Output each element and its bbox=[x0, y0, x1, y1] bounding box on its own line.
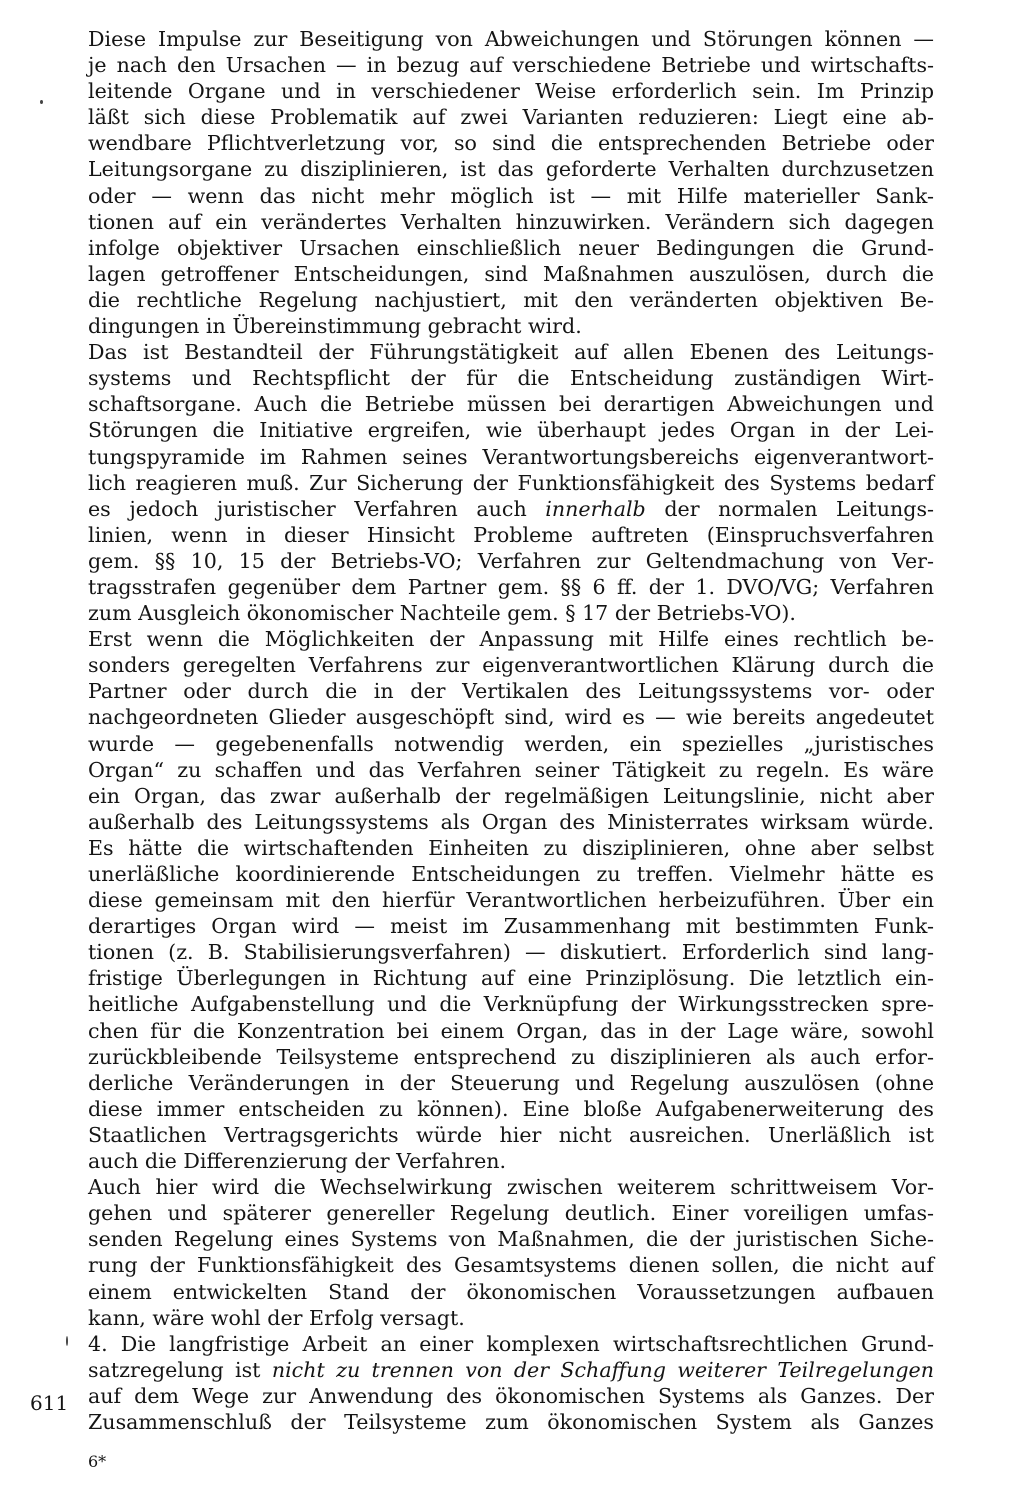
body-text bbox=[88, 26, 934, 1435]
text-line: dingungen in Übereinstimmung gebracht wird. bbox=[88, 314, 582, 339]
sheet-signature: 6* bbox=[88, 1452, 107, 1471]
text-line: rung der Funktionsfähigkeit des Gesamtsystems dienen sollen, die nicht auf bbox=[88, 1253, 934, 1278]
text-line: Das ist Bestandteil der Führungstätigkeit auf allen Ebenen des Leitungs- bbox=[88, 340, 934, 365]
text-line: zum Ausgleich ökonomischer Nachteile gem. § 17 der Betriebs-VO). bbox=[88, 601, 796, 626]
text-line: derartiges Organ wird — meist im Zusammenhang mit bestimmten Funk- bbox=[88, 914, 934, 939]
text-line: außerhalb des Leitungssystems als Organ des Ministerrates wirksam würde. bbox=[88, 809, 934, 834]
text-line: systems und Rechtspflicht der für die Entscheidung zuständigen Wirt- bbox=[88, 366, 934, 391]
text-line: infolge objektiver Ursachen einschließlich neuer Bedingungen die Grund- bbox=[88, 235, 934, 260]
text-line: einem entwickelten Stand der ökonomischen Voraussetzungen aufbauen bbox=[88, 1279, 934, 1304]
text-line: Störungen die Initiative ergreifen, wie überhaupt jedes Organ in der Lei- bbox=[88, 418, 934, 443]
text-line: linien, wenn in dieser Hinsicht Probleme auftreten (Einspruchsverfahren bbox=[88, 522, 934, 547]
text-line: schaftsorgane. Auch die Betriebe müssen bei derartigen Abweichungen und bbox=[88, 392, 934, 417]
text-line: kann, wäre wohl der Erfolg versagt. bbox=[88, 1305, 465, 1330]
text-line: 4. Die langfristige Arbeit an einer komplexen wirtschaftsrechtlichen Grund- bbox=[88, 1331, 934, 1356]
scan-speck bbox=[40, 100, 43, 104]
text-line: senden Regelung eines Systems von Maßnahmen, die der juristischen Siche- bbox=[88, 1227, 934, 1252]
text-line: leitende Organe und in verschiedener Weise erforderlich sein. Im Prinzip bbox=[88, 79, 934, 104]
text-line: lagen getroffener Entscheidungen, sind Maßnahmen auszulösen, durch die bbox=[88, 261, 934, 286]
emphasis: nicht zu trennen von der Schaffung weiterer Teilregelungen bbox=[271, 1357, 934, 1382]
paragraph bbox=[88, 1174, 934, 1331]
text-line: gehen und späterer genereller Regelung deutlich. Einer voreiligen umfas- bbox=[88, 1201, 934, 1226]
text-line: diese gemeinsam mit den hierfür Verantwortlichen herbeizuführen. Über ein bbox=[88, 888, 934, 913]
text-line: heitliche Aufgabenstellung und die Verknüpfung der Wirkungsstrecken spre- bbox=[88, 992, 934, 1017]
text-line: auch die Differenzierung der Verfahren. bbox=[88, 1149, 507, 1174]
text-line: Diese Impulse zur Beseitigung von Abweichungen und Störungen können — bbox=[88, 27, 934, 51]
text-line: Staatlichen Vertragsgerichts würde hier nicht ausreichen. Unerläßlich ist bbox=[88, 1122, 934, 1147]
scan-speck bbox=[66, 1336, 68, 1346]
text-line: wurde — gegebenenfalls notwendig werden, ein spezielles „juristisches bbox=[88, 731, 934, 756]
text-line: ein Organ, das zwar außerhalb der regelmäßigen Leitungslinie, nicht aber bbox=[88, 783, 934, 808]
text-line: fristige Überlegungen in Richtung auf eine Prinziplösung. Die letztlich ein- bbox=[88, 966, 934, 991]
text-line: tionen (z. B. Stabilisierungsverfahren) — diskutiert. Erforderlich sind lang- bbox=[88, 940, 934, 965]
text-line: Auch hier wird die Wechselwirkung zwischen weiterem schrittweisem Vor- bbox=[88, 1175, 934, 1200]
text-line: oder — wenn das nicht mehr möglich ist — mit Hilfe materieller Sank- bbox=[88, 183, 934, 208]
margin-page-number: 611 bbox=[30, 1391, 69, 1415]
text-line: tungspyramide im Rahmen seines Verantwortungsbereichs eigenverantwort- bbox=[88, 444, 934, 469]
paragraph bbox=[88, 26, 934, 339]
paragraph bbox=[88, 339, 934, 626]
text-line: Es hätte die wirtschaftenden Einheiten zu disziplinieren, ohne aber selbst bbox=[88, 835, 934, 860]
text-line: wendbare Pflichtverletzung vor, so sind die entsprechenden Betriebe oder bbox=[88, 131, 934, 156]
text-line: Zusammenschluß der Teilsysteme zum ökonomischen System als Ganzes bbox=[88, 1409, 934, 1434]
text-line: tragsstrafen gegenüber dem Partner gem. §§ 6 ff. der 1. DVO/VG; Verfahren bbox=[88, 574, 934, 599]
text-line: sonders geregelten Verfahrens zur eigenverantwortlichen Klärung durch die bbox=[88, 653, 934, 678]
text-line: unerläßliche koordinierende Entscheidungen zu treffen. Vielmehr hätte es bbox=[88, 862, 934, 886]
text-line: diese immer entscheiden zu können). Eine bloße Aufgabenerweiterung des bbox=[88, 1096, 934, 1121]
text-line: die rechtliche Regelung nachjustiert, mit den veränderten objektiven Be- bbox=[88, 287, 934, 312]
text-line: Leitungsorgane zu disziplinieren, ist das geforderte Verhalten durchzusetzen bbox=[88, 157, 934, 182]
text-line: auf dem Wege zur Anwendung des ökonomischen Systems als Ganzes. Der bbox=[88, 1383, 934, 1408]
text-line: läßt sich diese Problematik auf zwei Varianten reduzieren: Liegt eine ab- bbox=[88, 105, 934, 130]
text-line: chen für die Konzentration bei einem Organ, das in der Lage wäre, sowohl bbox=[88, 1018, 934, 1043]
text-line: gem. §§ 10, 15 der Betriebs-VO; Verfahren zur Geltendmachung von Ver- bbox=[88, 548, 934, 573]
text-line: nachgeordneten Glieder ausgeschöpft sind, wird es — wie bereits angedeutet bbox=[88, 705, 934, 730]
text-line: es jedoch juristischer Verfahren auch innerhalb der normalen Leitungs- bbox=[88, 496, 934, 521]
text-line: lich reagieren muß. Zur Sicherung der Funktionsfähigkeit des Systems bedarf bbox=[88, 470, 934, 495]
text-line: satzregelung ist nicht zu trennen von der Schaffung weiterer Teilregelungen bbox=[88, 1357, 934, 1382]
text-line: tionen auf ein verändertes Verhalten hinzuwirken. Verändern sich dagegen bbox=[88, 209, 934, 234]
text-line: Partner oder durch die in der Vertikalen des Leitungssystems vor- oder bbox=[88, 679, 934, 704]
text-line: Erst wenn die Möglichkeiten der Anpassung mit Hilfe eines rechtlich be- bbox=[88, 627, 934, 652]
text-line: derliche Veränderungen in der Steuerung und Regelung auszulösen (ohne bbox=[88, 1070, 934, 1095]
text-line: Organ“ zu schaffen und das Verfahren seiner Tätigkeit zu regeln. Es wäre bbox=[88, 757, 934, 782]
text-line: je nach den Ursachen — in bezug auf verschiedene Betriebe und wirtschafts- bbox=[88, 53, 934, 78]
emphasis: innerhalb bbox=[545, 496, 646, 521]
paragraph bbox=[88, 626, 934, 1174]
text-line: zurückbleibende Teilsysteme entsprechend zu disziplinieren als auch erfor- bbox=[88, 1044, 934, 1069]
paragraph bbox=[88, 1331, 934, 1435]
